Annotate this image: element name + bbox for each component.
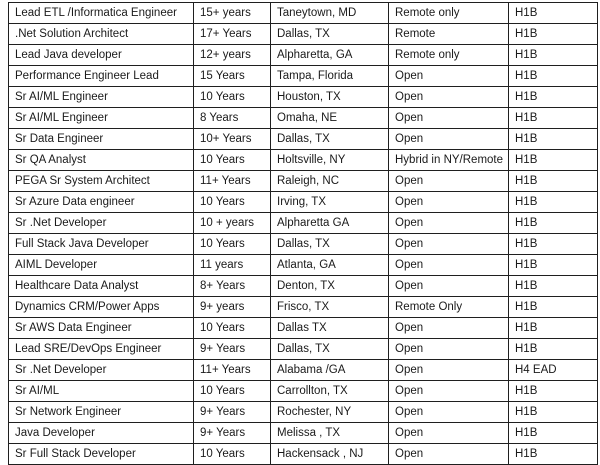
cell-location: Holtsville, NY: [271, 150, 389, 171]
table-row: [9, 318, 598, 339]
cell-experience: 9+ years: [194, 297, 271, 318]
cell-location: Tampa, Florida: [271, 66, 389, 87]
cell-experience: 10 Years: [194, 381, 271, 402]
cell-visa: H1B: [509, 339, 598, 360]
table-row: [9, 423, 598, 444]
cell-job-title: Sr Full Stack Developer: [9, 444, 194, 465]
table-row: [9, 339, 598, 360]
cell-experience: 10 Years: [194, 87, 271, 108]
cell-job-title: Sr .Net Developer: [9, 360, 194, 381]
cell-experience: 11+ Years: [194, 171, 271, 192]
cell-job-title: Sr QA Analyst: [9, 150, 194, 171]
cell-visa: H1B: [509, 3, 598, 24]
cell-location: Rochester, NY: [271, 402, 389, 423]
cell-experience: 12+ years: [194, 45, 271, 66]
cell-job-title: Sr AI/ML Engineer: [9, 87, 194, 108]
cell-location: Dallas, TX: [271, 234, 389, 255]
cell-experience: 9+ Years: [194, 423, 271, 444]
cell-work-mode: Remote only: [389, 3, 509, 24]
cell-experience: 10 Years: [194, 318, 271, 339]
cell-job-title: Sr .Net Developer: [9, 213, 194, 234]
cell-work-mode: Open: [389, 171, 509, 192]
cell-job-title: Sr AI/ML: [9, 381, 194, 402]
cell-work-mode: Open: [389, 108, 509, 129]
table-row: [9, 108, 598, 129]
cell-job-title: Java Developer: [9, 423, 194, 444]
table-row: [9, 45, 598, 66]
cell-job-title: Lead SRE/DevOps Engineer: [9, 339, 194, 360]
cell-work-mode: Open: [389, 192, 509, 213]
cell-work-mode: Open: [389, 381, 509, 402]
cell-work-mode: Hybrid in NY/Remote: [389, 150, 509, 171]
cell-experience: 15+ years: [194, 3, 271, 24]
cell-visa: H1B: [509, 45, 598, 66]
cell-location: Alabama /GA: [271, 360, 389, 381]
cell-work-mode: Remote Only: [389, 297, 509, 318]
cell-location: Taneytown, MD: [271, 3, 389, 24]
cell-visa: H1B: [509, 276, 598, 297]
cell-location: Raleigh, NC: [271, 171, 389, 192]
cell-visa: H1B: [509, 297, 598, 318]
table-row: [9, 129, 598, 150]
cell-experience: 10 Years: [194, 444, 271, 465]
table-row: [9, 192, 598, 213]
cell-experience: 9+ Years: [194, 402, 271, 423]
cell-job-title: Healthcare Data Analyst: [9, 276, 194, 297]
cell-visa: H1B: [509, 108, 598, 129]
table-row: [9, 297, 598, 318]
cell-work-mode: Open: [389, 213, 509, 234]
cell-visa: H1B: [509, 129, 598, 150]
cell-work-mode: Open: [389, 87, 509, 108]
cell-job-title: Lead ETL /Informatica Engineer: [9, 3, 194, 24]
table-row: [9, 381, 598, 402]
cell-job-title: Performance Engineer Lead: [9, 66, 194, 87]
cell-job-title: Lead Java developer: [9, 45, 194, 66]
table-row: [9, 66, 598, 87]
jobs-table-body: [9, 3, 598, 465]
cell-job-title: .Net Solution Architect: [9, 24, 194, 45]
cell-experience: 11+ Years: [194, 360, 271, 381]
cell-work-mode: Open: [389, 234, 509, 255]
cell-experience: 10 + years: [194, 213, 271, 234]
cell-experience: 10 Years: [194, 150, 271, 171]
table-row: [9, 3, 598, 24]
cell-location: Omaha, NE: [271, 108, 389, 129]
cell-experience: 10 Years: [194, 234, 271, 255]
cell-visa: H4 EAD: [509, 360, 598, 381]
cell-job-title: Sr AWS Data Engineer: [9, 318, 194, 339]
cell-location: Denton, TX: [271, 276, 389, 297]
cell-work-mode: Open: [389, 66, 509, 87]
cell-job-title: AIML Developer: [9, 255, 194, 276]
cell-visa: H1B: [509, 24, 598, 45]
cell-job-title: Sr Azure Data engineer: [9, 192, 194, 213]
cell-experience: 8+ Years: [194, 276, 271, 297]
cell-location: Alpharetta, GA: [271, 45, 389, 66]
cell-experience: 11 years: [194, 255, 271, 276]
cell-location: Frisco, TX: [271, 297, 389, 318]
cell-work-mode: Open: [389, 423, 509, 444]
table-row: [9, 213, 598, 234]
cell-location: Houston, TX: [271, 87, 389, 108]
cell-work-mode: Remote only: [389, 45, 509, 66]
cell-job-title: Sr AI/ML Engineer: [9, 108, 194, 129]
cell-location: Irving, TX: [271, 192, 389, 213]
jobs-table: [8, 2, 598, 465]
cell-visa: H1B: [509, 444, 598, 465]
table-row: [9, 360, 598, 381]
cell-visa: H1B: [509, 234, 598, 255]
cell-experience: 17+ Years: [194, 24, 271, 45]
cell-work-mode: Open: [389, 255, 509, 276]
cell-work-mode: Open: [389, 444, 509, 465]
cell-visa: H1B: [509, 150, 598, 171]
cell-visa: H1B: [509, 381, 598, 402]
cell-visa: H1B: [509, 423, 598, 444]
cell-experience: 10 Years: [194, 192, 271, 213]
cell-location: Dallas TX: [271, 318, 389, 339]
cell-visa: H1B: [509, 213, 598, 234]
cell-work-mode: Open: [389, 402, 509, 423]
cell-visa: H1B: [509, 171, 598, 192]
cell-work-mode: Open: [389, 318, 509, 339]
cell-work-mode: Open: [389, 276, 509, 297]
table-row: [9, 171, 598, 192]
cell-location: Alpharetta GA: [271, 213, 389, 234]
cell-job-title: Full Stack Java Developer: [9, 234, 194, 255]
cell-visa: H1B: [509, 66, 598, 87]
cell-work-mode: Open: [389, 339, 509, 360]
cell-location: Carrollton, TX: [271, 381, 389, 402]
cell-job-title: Sr Data Engineer: [9, 129, 194, 150]
cell-visa: H1B: [509, 402, 598, 423]
table-row: [9, 444, 598, 465]
cell-work-mode: Remote: [389, 24, 509, 45]
table-row: [9, 150, 598, 171]
cell-location: Dallas, TX: [271, 339, 389, 360]
cell-visa: H1B: [509, 87, 598, 108]
cell-experience: 8 Years: [194, 108, 271, 129]
cell-experience: 10+ Years: [194, 129, 271, 150]
table-row: [9, 402, 598, 423]
table-row: [9, 276, 598, 297]
cell-location: Hackensack , NJ: [271, 444, 389, 465]
cell-visa: H1B: [509, 192, 598, 213]
cell-visa: H1B: [509, 318, 598, 339]
cell-job-title: Dynamics CRM/Power Apps: [9, 297, 194, 318]
cell-work-mode: Open: [389, 360, 509, 381]
cell-location: Dallas, TX: [271, 24, 389, 45]
cell-location: Dallas, TX: [271, 129, 389, 150]
cell-experience: 15 Years: [194, 66, 271, 87]
cell-job-title: Sr Network Engineer: [9, 402, 194, 423]
table-row: [9, 87, 598, 108]
cell-location: Atlanta, GA: [271, 255, 389, 276]
cell-job-title: PEGA Sr System Architect: [9, 171, 194, 192]
table-row: [9, 24, 598, 45]
table-row: [9, 234, 598, 255]
cell-visa: H1B: [509, 255, 598, 276]
cell-location: Melissa , TX: [271, 423, 389, 444]
cell-experience: 9+ Years: [194, 339, 271, 360]
cell-work-mode: Open: [389, 129, 509, 150]
table-row: [9, 255, 598, 276]
